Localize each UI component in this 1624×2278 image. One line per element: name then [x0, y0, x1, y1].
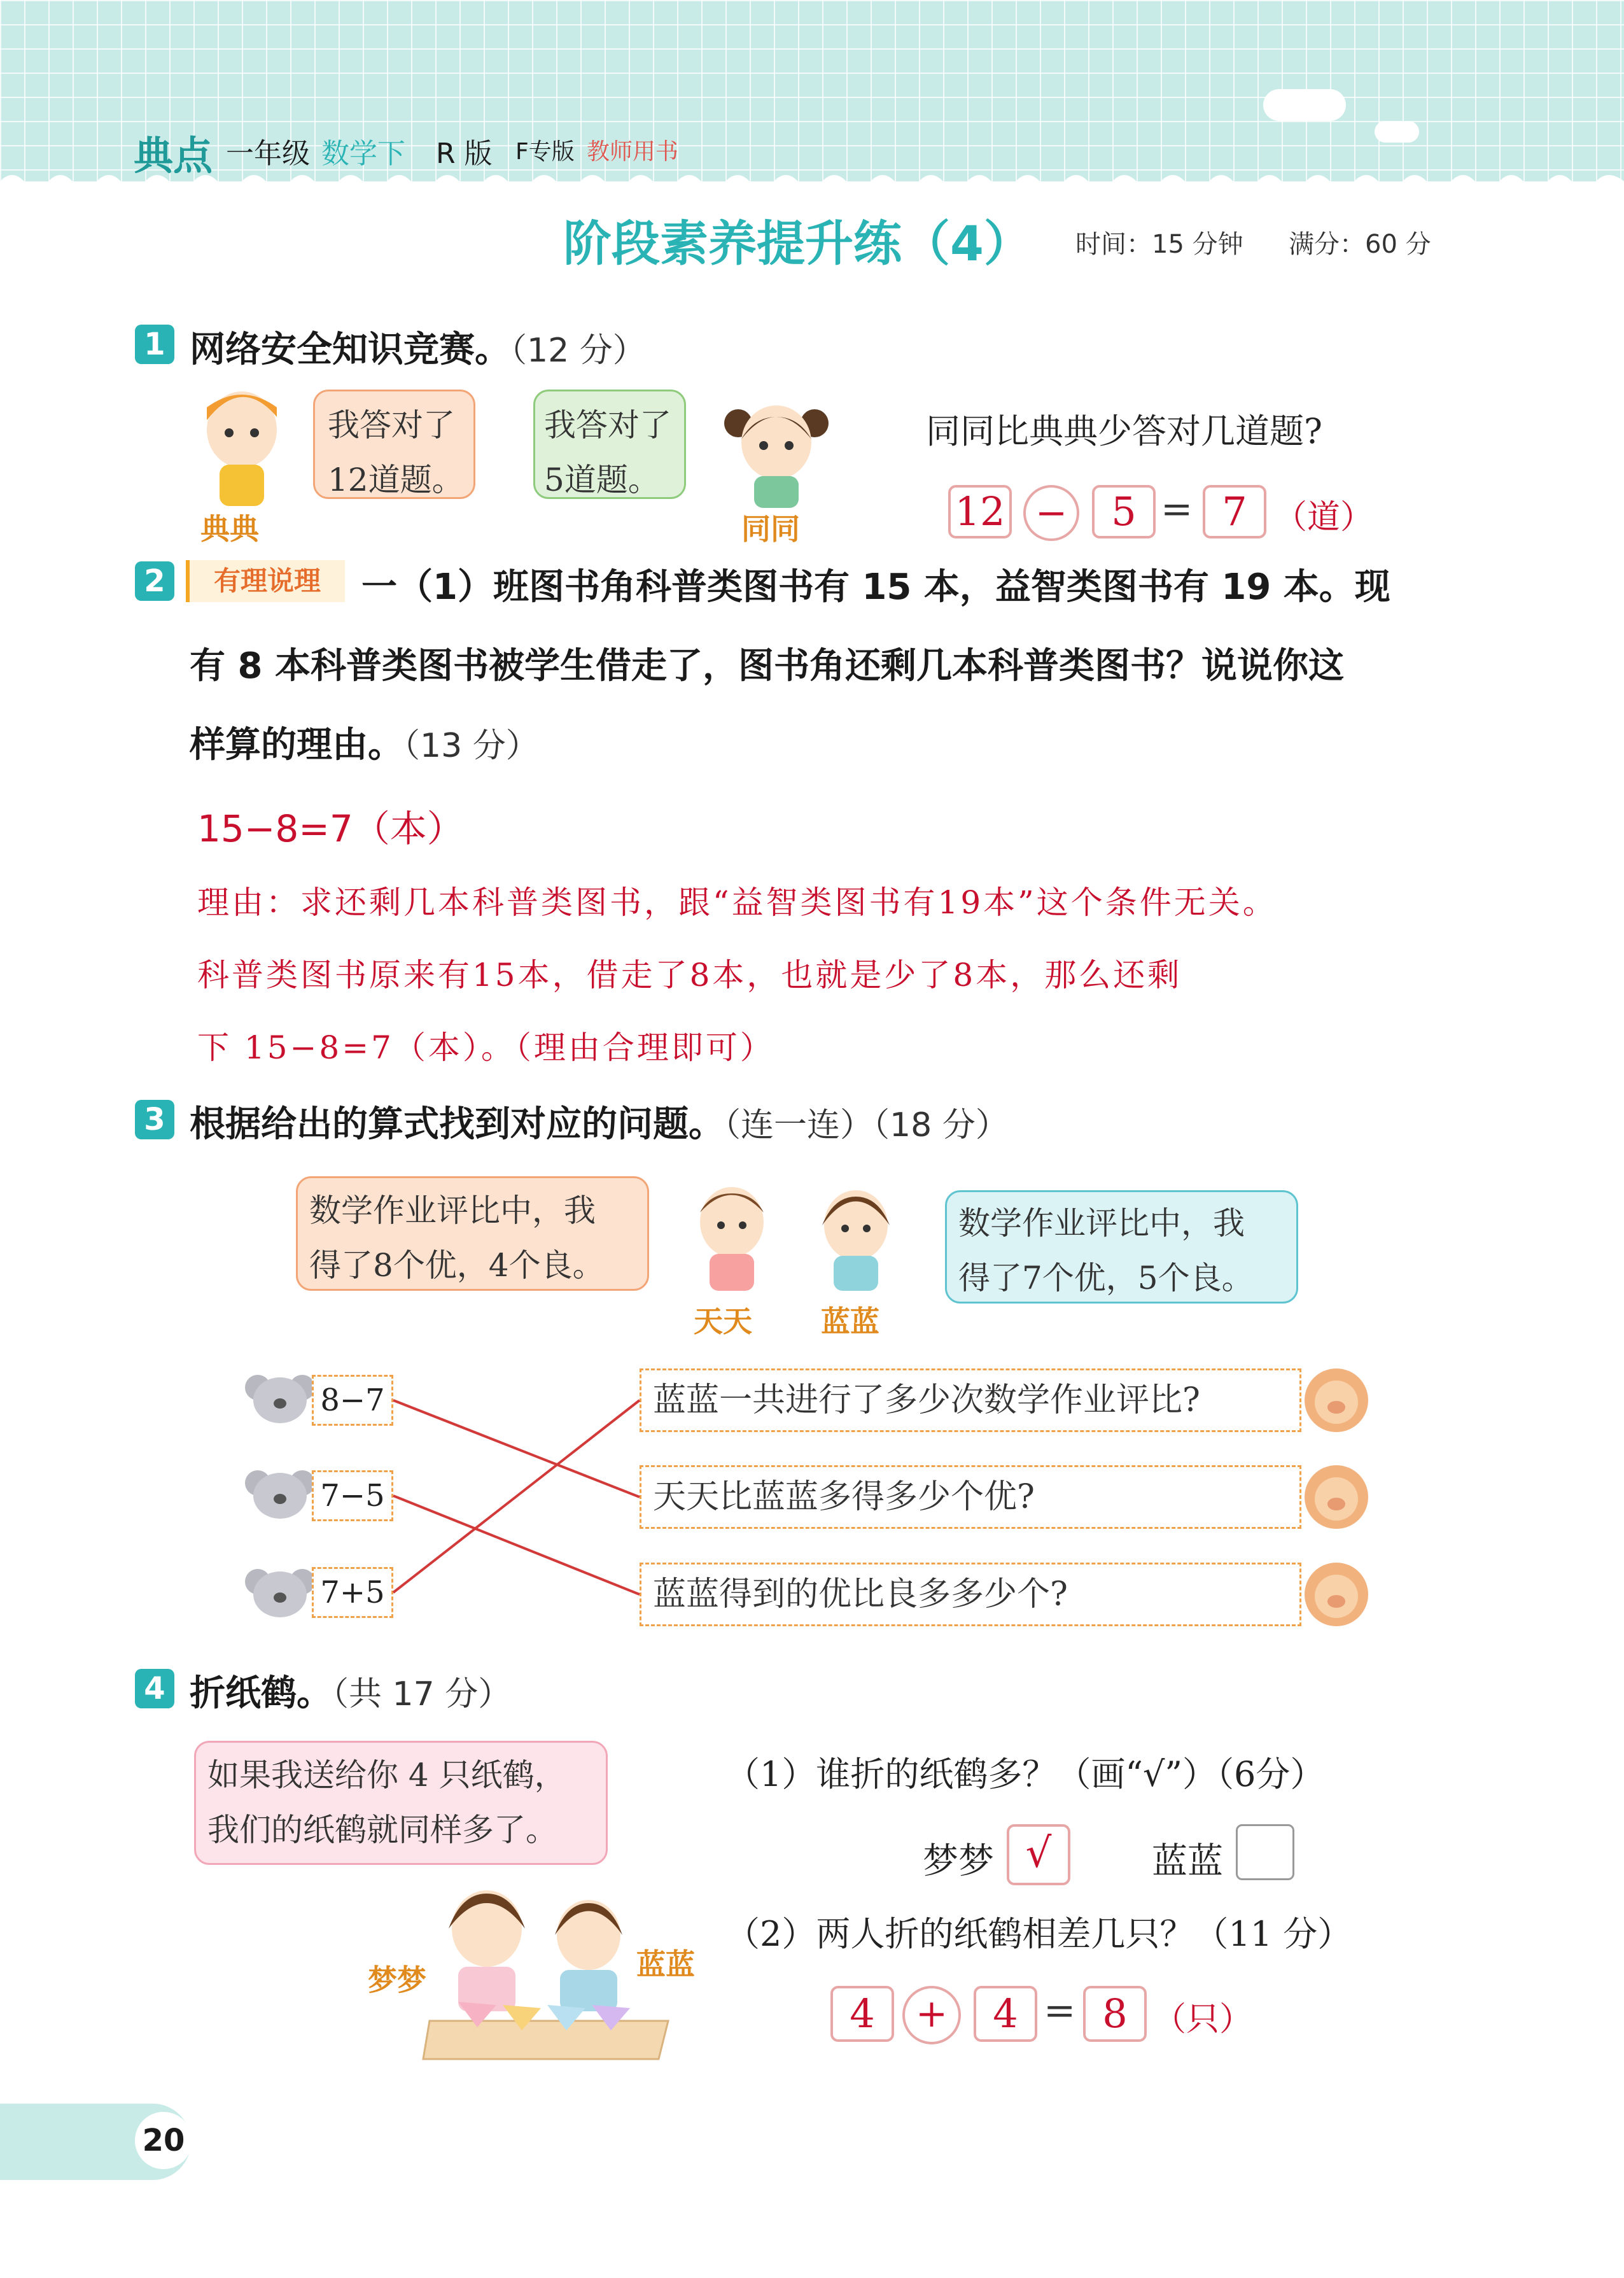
q3-note: （连一连） — [724, 1106, 874, 1144]
character-name: 同同 — [741, 512, 800, 546]
question-box[interactable]: 蓝蓝一共进行了多少次数学作业评比? — [640, 1368, 1301, 1432]
question-box[interactable]: 蓝蓝得到的优比良多多少个? — [640, 1563, 1301, 1626]
bubble-line: 我答对了 — [544, 407, 671, 444]
operator-circle: + — [902, 1986, 961, 2044]
question-number: 3 — [135, 1100, 174, 1139]
equals-sign: = — [1161, 487, 1193, 531]
match-line — [393, 1400, 640, 1497]
expression-box[interactable]: 7+5 — [312, 1567, 393, 1618]
answer-box: 4 — [974, 1986, 1037, 2042]
full-score: 满分：60 分 — [1289, 230, 1431, 259]
q3-title-text: 根据给出的算式找到对应的问题 — [190, 1104, 689, 1145]
character-name: 蓝蓝 — [636, 1947, 695, 1981]
option-label: 蓝蓝 — [1152, 1841, 1223, 1882]
page-title: 阶段素养提升练（4） — [563, 215, 1032, 272]
q2-line: 样算的理由。（13 分） — [190, 724, 539, 766]
page-number: 20 — [135, 2112, 192, 2169]
match-line — [393, 1496, 640, 1594]
bubble-line: 5道题。 — [544, 461, 660, 498]
q2-answer: 15−8=7（本） — [197, 807, 464, 850]
q2-line3-text: 样算的理由 — [190, 724, 368, 766]
bubble-line: 得了7个优，5个良。 — [958, 1260, 1254, 1297]
q1-score: （12 分） — [510, 332, 646, 370]
bubble-line: 我答对了 — [328, 407, 455, 444]
question-number: 1 — [135, 325, 174, 364]
q1-title: 网络安全知识竞赛。（12 分） — [190, 329, 646, 370]
bubble-line: 如果我送给你 4 只纸鹤， — [207, 1757, 566, 1794]
equals-sign: = — [1044, 1988, 1076, 2033]
answer-box: 7 — [1203, 485, 1266, 538]
header-subject: 数学下 — [321, 137, 405, 170]
answer-box: 5 — [1092, 485, 1156, 538]
character-name: 天天 — [694, 1304, 752, 1339]
q1-title-text: 网络安全知识竞赛 — [190, 329, 475, 370]
brand-logo: 典点 — [134, 132, 213, 179]
q4-title: 折纸鹤。（共 17 分） — [190, 1673, 512, 1714]
bubble-line: 数学作业评比中，我 — [958, 1205, 1245, 1242]
q4-sub1: （1）谁折的纸鹤多？（画“√”）（6分） — [725, 1754, 1325, 1794]
header-edition: R 版 — [436, 137, 493, 170]
bubble-line: 我们的纸鹤就同样多了。 — [207, 1811, 557, 1848]
character-name: 典典 — [200, 512, 259, 546]
q4-title-text: 折纸鹤 — [190, 1673, 297, 1714]
character-name: 蓝蓝 — [821, 1304, 879, 1339]
check-box[interactable] — [1236, 1824, 1294, 1880]
bubble-line: 得了8个优，4个良。 — [309, 1247, 605, 1284]
time-limit: 时间：15 分钟 — [1075, 230, 1243, 259]
header-teacher: 教师用书 — [587, 139, 679, 165]
reasoning-tag: 有理说理 — [186, 560, 345, 602]
operator-circle: − — [1023, 485, 1079, 541]
header-special: F专版 — [515, 139, 575, 165]
answer-box: 12 — [948, 485, 1012, 538]
match-line — [393, 1400, 640, 1592]
q2-reason-line: 下 15−8=7（本）。（理由合理即可） — [197, 1029, 774, 1066]
question-box[interactable]: 天天比蓝蓝多得多少个优? — [640, 1465, 1301, 1529]
answer-unit: （道） — [1274, 498, 1374, 537]
q3-title: 根据给出的算式找到对应的问题。（连一连）（18 分） — [190, 1104, 1009, 1145]
bubble-line: 数学作业评比中，我 — [309, 1192, 596, 1229]
q3-score: （18 分） — [873, 1106, 1009, 1144]
expression-box[interactable]: 7−5 — [312, 1470, 393, 1521]
q1-question: 同同比典典少答对几道题? — [926, 411, 1322, 451]
option-label: 梦梦 — [923, 1841, 994, 1882]
answer-unit: （只） — [1153, 2000, 1253, 2039]
question-number: 2 — [135, 561, 174, 601]
check-box[interactable]: √ — [1007, 1824, 1070, 1885]
q2-reason-line: 理由：求还剩几本科普类图书，跟“益智类图书有19本”这个条件无关。 — [197, 884, 1277, 921]
expression-box[interactable]: 8−7 — [312, 1375, 393, 1426]
q2-reason-line: 科普类图书原来有15本，借走了8本，也就是少了8本，那么还剩 — [197, 957, 1182, 994]
q4-score: （共 17 分） — [332, 1675, 512, 1713]
q4-sub2: （2）两人折的纸鹤相差几只？（11 分） — [725, 1914, 1352, 1954]
header-grade: 一年级 — [226, 137, 310, 170]
bubble-line: 12道题。 — [328, 461, 464, 498]
answer-box: 8 — [1083, 1986, 1147, 2042]
answer-box: 4 — [830, 1986, 894, 2042]
question-number: 4 — [135, 1669, 174, 1708]
speech-bubble — [194, 1741, 608, 1865]
q2-line: 有 8 本科普类图书被学生借走了，图书角还剩几本科普类图书？说说你这 — [190, 645, 1344, 687]
q2-line: 一（1）班图书角科普类图书有 15 本，益智类图书有 19 本。现 — [361, 566, 1390, 608]
q2-score: （13 分） — [403, 727, 539, 765]
character-name: 梦梦 — [368, 1963, 426, 1997]
